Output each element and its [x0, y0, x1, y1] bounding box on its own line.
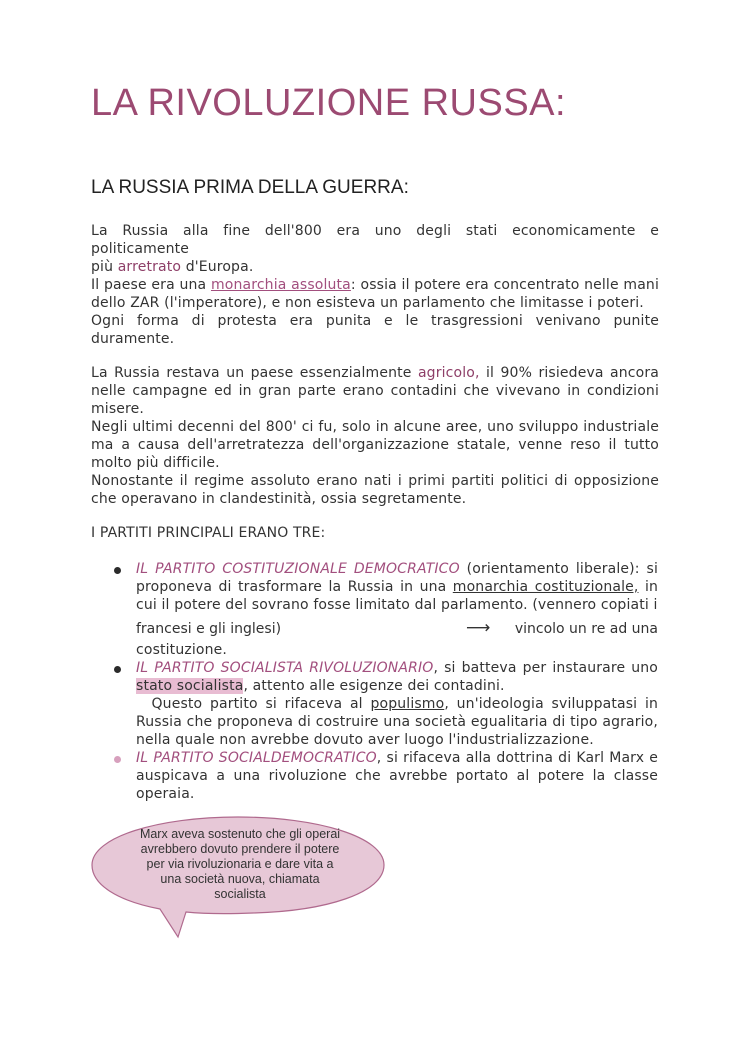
party-name-costituzionale: IL PARTITO COSTITUZIONALE DEMOCRATICO [136, 561, 460, 577]
section-subtitle: LA RUSSIA PRIMA DELLA GUERRA: [91, 177, 409, 198]
parties-heading: I PARTITI PRINCIPALI ERANO TRE: [91, 525, 326, 541]
intro-text: Ogni forma di protesta era punita e le trasgressioni venivano punite duramente. [91, 313, 659, 347]
bubble-line: socialista [214, 887, 266, 901]
party-name-socialdemocratico: IL PARTITO SOCIALDEMOCRATICO [136, 750, 377, 766]
arrow-icon: ⟶ [466, 618, 491, 638]
economy-text: Nonostante il regime assoluto erano nati i primi partiti politici di opposizione che operavano in clandestinità, ossia segretamente. [91, 473, 659, 507]
party-text-end: costituzione. [136, 642, 227, 658]
intro-text: : ossia il potere era concentrato nelle mani dello ZAR (l'imperatore), e non esisteva un parlamento che limitasse i poteri. [91, 277, 659, 311]
party-text: , si batteva per instaurare uno [433, 660, 658, 676]
intro-paragraph [91, 222, 659, 348]
party-text: in cui il potere del sovrano fosse limitato dal parlamento. (vennero copiati i [136, 579, 659, 613]
party-socialista-item [136, 659, 658, 749]
intro-line-1: La Russia alla fine dell'800 era uno degli stati economicamente e politicamente [91, 223, 659, 257]
party-costituzionale-item [136, 560, 658, 614]
term-stato-socialista: stato socialista [136, 678, 244, 694]
intro-text: Il paese era una [91, 277, 211, 293]
bubble-line: Marx aveva sostenuto che gli operai [139, 827, 341, 841]
party-text: , attento alle esigenze dei contadini. [243, 678, 505, 694]
party-socialdemocratico-item [136, 749, 658, 803]
economy-text: Negli ultimi decenni del 800' ci fu, solo in alcune aree, uno sviluppo industriale ma a causa dell'arretratezza dell'organizzazione statale, venne reso il tutto molto più difficile. [91, 419, 659, 471]
party-text: , un'ideologia sviluppatasi in Russia che proponeva di costruire una società egualitaria di tipo agrario, nella quale non avrebbe dovuto aver luogo l'industrializzazione. [136, 696, 659, 748]
bubble-line: per via rivoluzionaria e dare vita a [146, 857, 334, 871]
party-text: (orientamento liberale): si proponeva di trasformare la Russia in una [136, 561, 658, 595]
party-text: , si rifaceva alla dottrina di Karl Marx e auspicava a una rivoluzione che avrebbe portato al potere la classe operaia. [136, 750, 659, 802]
term-monarchia-assoluta: monarchia assoluta [210, 277, 351, 293]
bubble-line: una società nuova, chiamata [160, 872, 320, 886]
arrow-note-right: vincolo un re ad una [514, 621, 658, 637]
intro-text: d'Europa. [181, 259, 254, 275]
term-monarchia-costituzionale: monarchia costituzionale, [452, 579, 639, 595]
bullet-dot [114, 567, 121, 574]
intro-text: più [91, 259, 118, 275]
arrow-note [136, 618, 658, 641]
bubble-text [110, 827, 370, 902]
term-arretrato: arretrato [117, 259, 182, 275]
bullet-dot [114, 666, 121, 673]
term-populismo: populismo [370, 696, 445, 712]
page-title: LA RIVOLUZIONE RUSSA: [91, 82, 567, 124]
economy-paragraph [91, 364, 659, 508]
party-name-socialista: IL PARTITO SOCIALISTA RIVOLUZIONARIO [136, 660, 434, 676]
arrow-note-left: francesi e gli inglesi) [136, 621, 282, 637]
marx-speech-bubble [88, 815, 388, 940]
bullet-dot [114, 756, 121, 763]
economy-text: La Russia restava un paese essenzialmente [91, 365, 418, 381]
term-agricolo: agricolo, [417, 365, 480, 381]
party-text: Questo partito si rifaceva al [151, 696, 371, 712]
economy-text: il 90% risiedeva ancora nelle campagne ed in gran parte erano contadini che vivevano in condizioni misere. [91, 365, 659, 417]
bubble-line: avrebbero dovuto prendere il potere [140, 842, 340, 856]
